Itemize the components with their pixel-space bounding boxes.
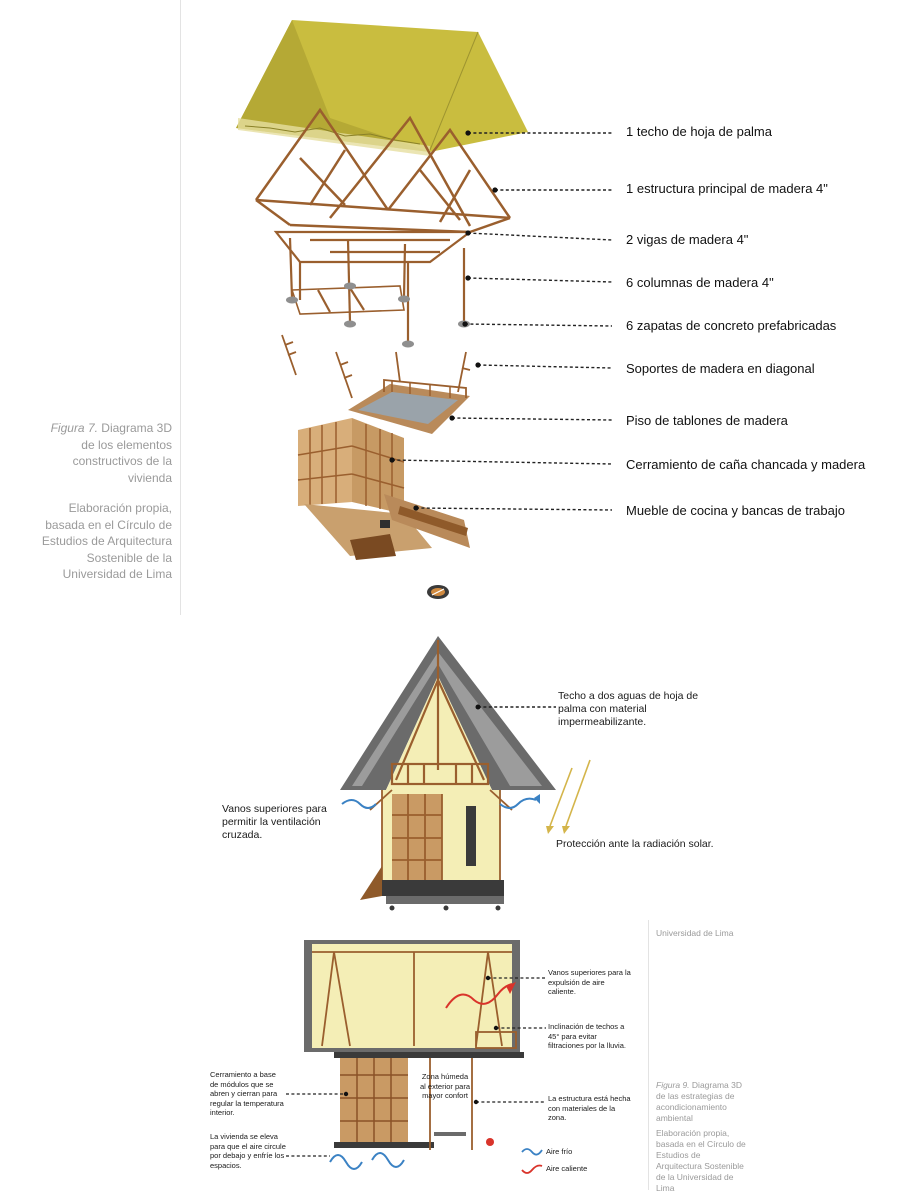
label-main-structure: 1 estructura principal de madera 4" <box>626 181 828 196</box>
label-footings: 6 zapatas de concreto prefabricadas <box>626 318 837 333</box>
label-diagonal-supports: Soportes de madera en diagonal <box>626 361 815 376</box>
label-palm-roof: 1 techo de hoja de palma <box>626 124 772 139</box>
legend-cold-icon <box>522 1149 542 1155</box>
side-closure-note: Cerramiento a base de módulos que se abren y cierran para regular la temperatura interior. <box>210 1070 284 1117</box>
figure7-number: Figura 7. <box>50 421 98 435</box>
front-sun-note: Protección ante la radiación solar. <box>556 838 714 850</box>
figure9-number: Figura 9. <box>656 1080 690 1090</box>
figure7-credit: Elaboración propia, basada en el Círculo de Estudios de Arquitectura Sostenible de la Universidad de Lima <box>41 501 172 581</box>
label-floor: Piso de tablones de madera <box>626 413 788 428</box>
side-structure-note: La estructura está hecha con materiales de la zona. <box>548 1094 631 1122</box>
label-enclosure: Cerramiento de caña chancada y madera <box>626 457 866 472</box>
side-vents-note: Vanos superiores para la expulsión de aire caliente. <box>548 968 631 996</box>
side-raised-note: La vivienda se eleva para que el aire circule por debajo y enfríe los espacios. <box>210 1132 286 1170</box>
figure9-caption <box>656 1080 748 1124</box>
figure7-title: Diagrama 3D de los elementos constructivos de la vivienda <box>72 421 172 485</box>
label-beams: 2 vigas de madera 4" <box>626 232 749 247</box>
cold-air-under-2 <box>372 1153 404 1167</box>
label-kitchen: Mueble de cocina y bancas de trabajo <box>626 503 845 518</box>
figure9-title: Diagrama 3D de las estrategias de acondicionamiento ambiental <box>656 1080 742 1123</box>
cold-air-under-1 <box>330 1155 362 1169</box>
figure9-credit: Elaboración propia, basada en el Círculo de Estudios de Arquitectura Sostenible de la Universidad de Lima <box>656 1128 746 1193</box>
legend-hot-icon <box>522 1166 542 1174</box>
label-columns: 6 columnas de madera 4" <box>626 275 774 290</box>
legend-cold-label: Aire frío <box>546 1147 573 1156</box>
front-roof-note: Techo a dos aguas de hoja de palma con material impermeabilizante. <box>558 690 699 728</box>
side-wet-zone-note: Zona húmeda al exterior para mayor confort <box>419 1072 471 1100</box>
legend-hot-label: Aire caliente <box>546 1164 588 1173</box>
side-roof-slope-note: Inclinación de techos a 45° para evitar filtraciones por la lluvia. <box>548 1022 626 1050</box>
front-vents-note: Vanos superiores para permitir la ventilación cruzada. <box>222 803 327 841</box>
side-header: Universidad de Lima <box>656 928 734 938</box>
